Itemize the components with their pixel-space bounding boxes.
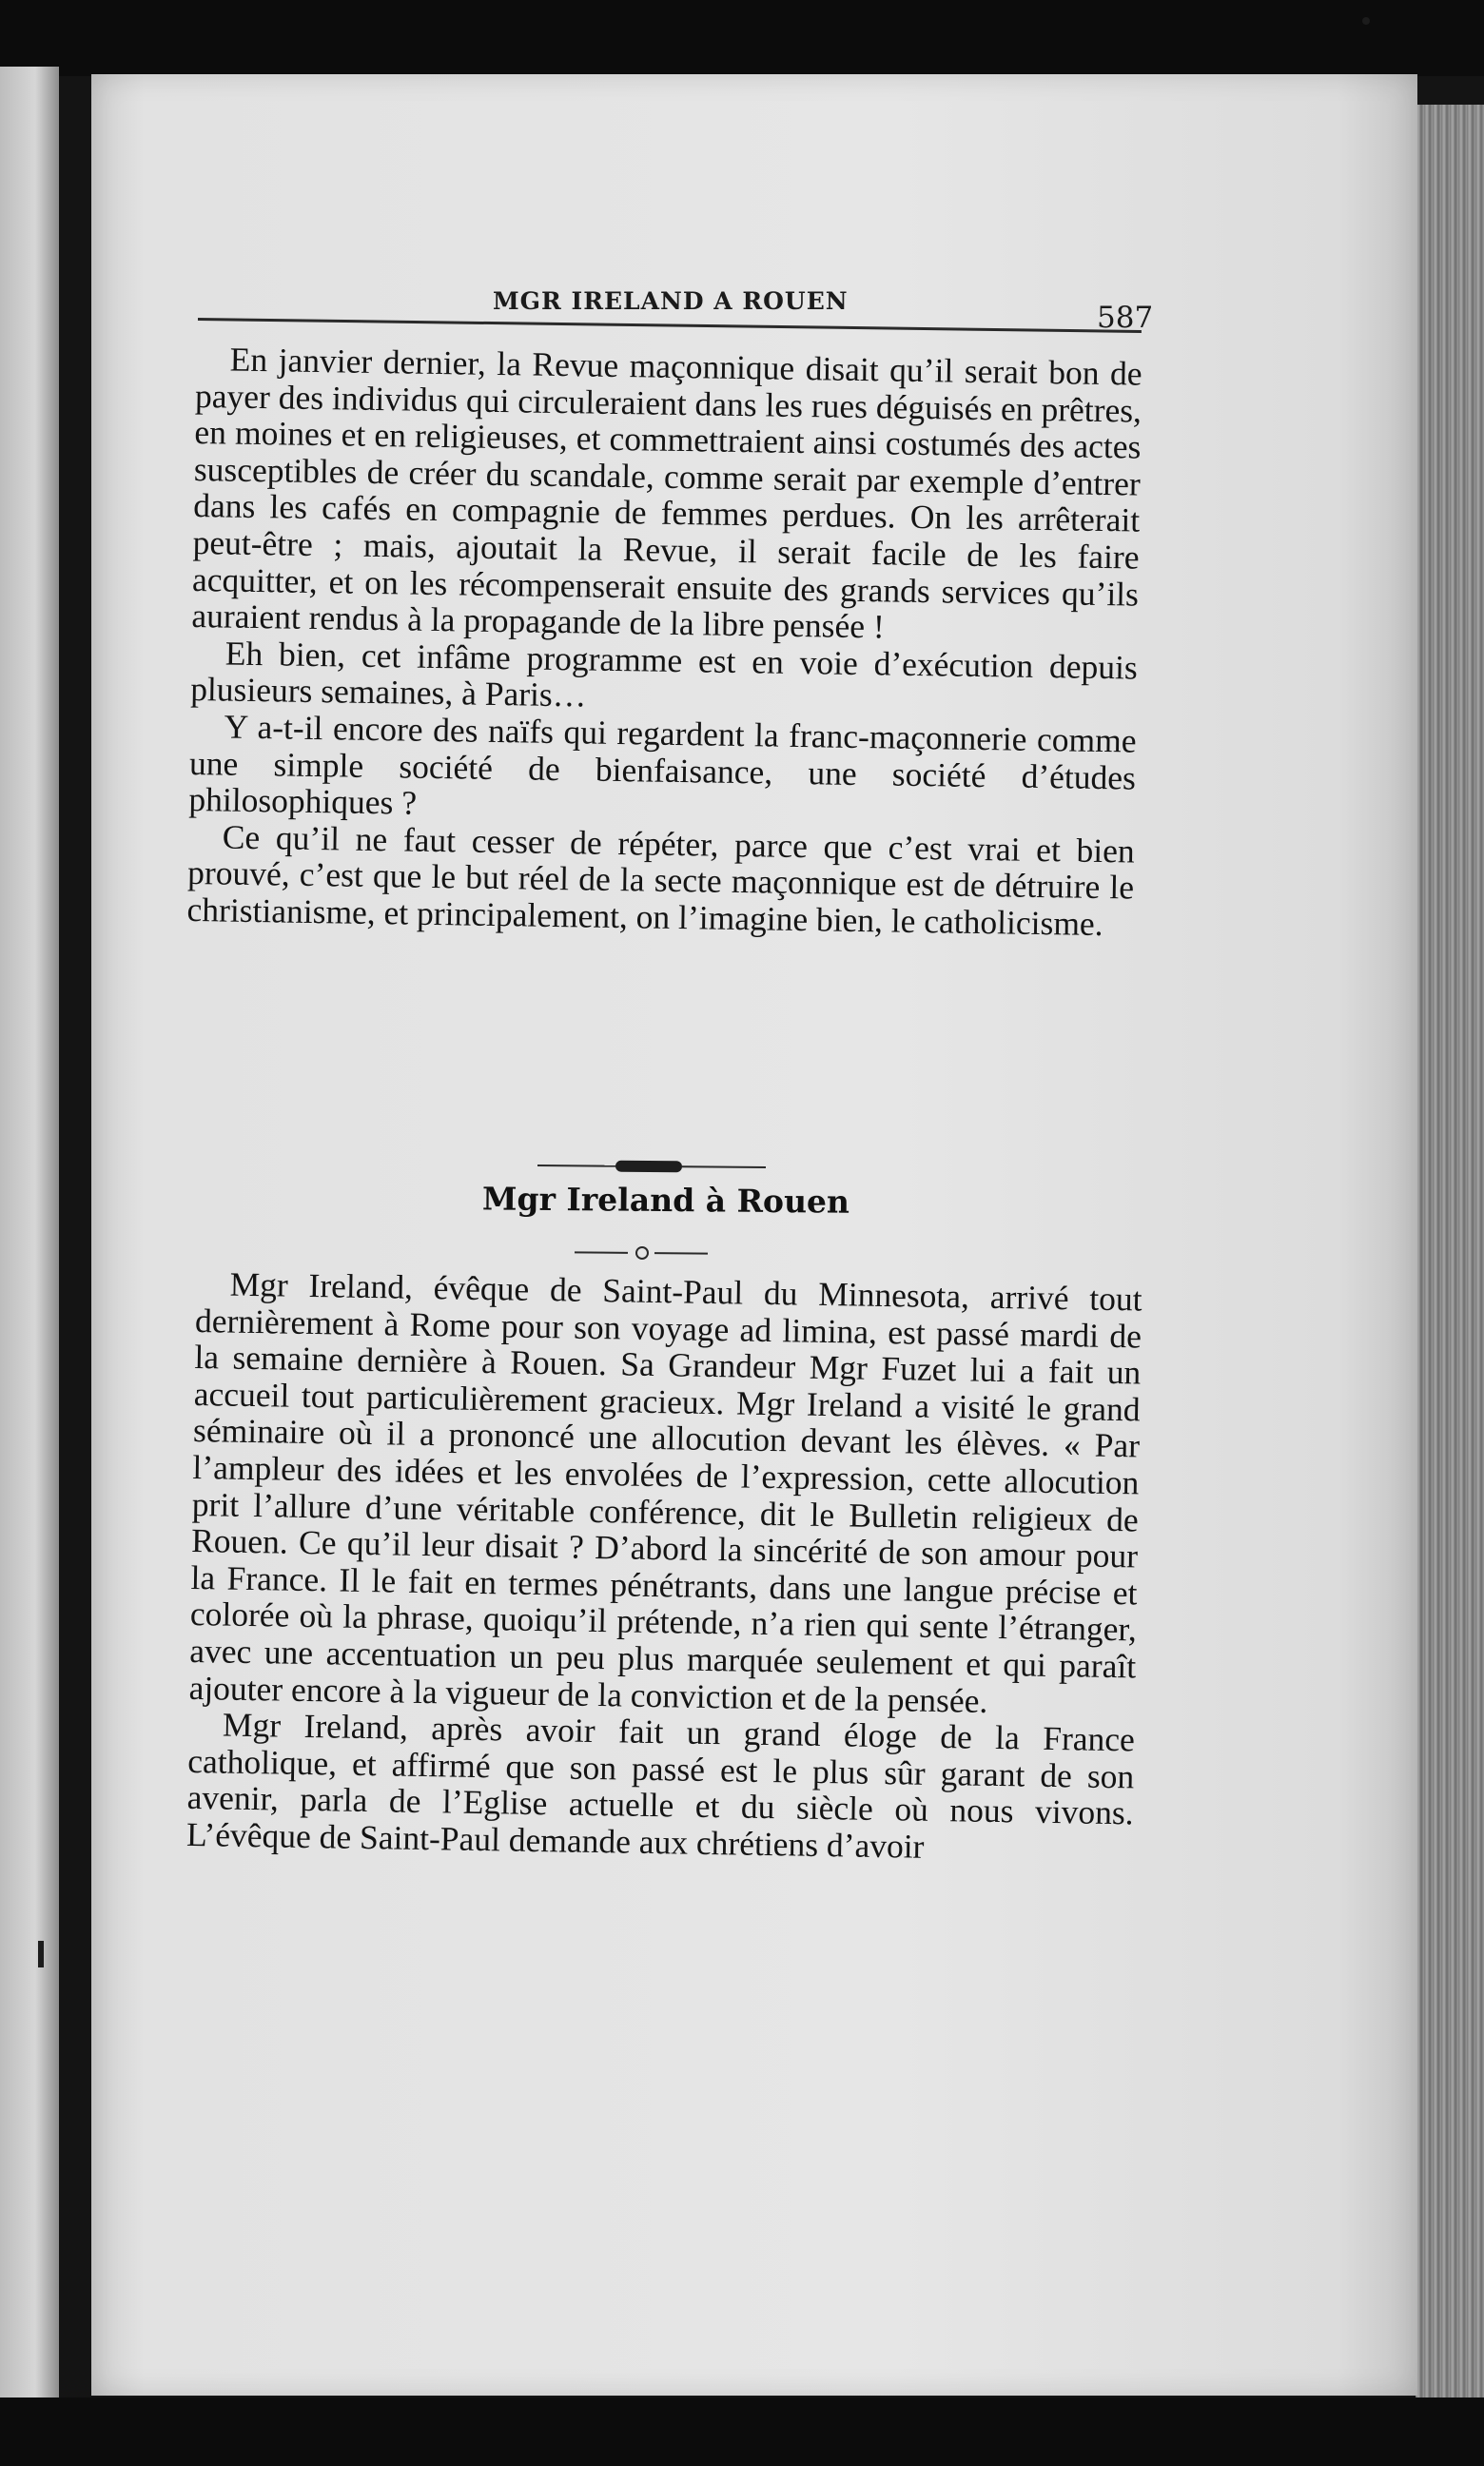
paragraph: Eh bien, cet infâme programme est en voie d’exécution depuis plusieurs semaines, à Paris…: [189, 634, 1139, 714]
article-body: [186, 1265, 1142, 1869]
separator-dash-left: [575, 1251, 628, 1253]
running-head: MGR IRELAND A ROUEN: [493, 287, 849, 315]
section-title: Mgr Ireland à Rouen: [481, 1180, 850, 1221]
paragraph: Mgr Ireland, évêque de Saint-Paul du Minnesota, arrivé tout dernièrement à Rome pour son voyage ad limina, est passé mardi de la semaine dernière à Rouen. Sa Grandeur Mgr Fuzet lui a fait un accueil tout particulièrement gracieux. Mgr Ireland a visité le grand séminaire où il a prononcé une allocution devant les élèves. « Par l’ampleur des idées et les envolées de l’expression, cette allocution prit l’allure d’une véritable conférence, dit le Bulletin religieux de Rouen. Ce qu’il leur disait ? D’abord la sincérité de son amour pour la France. Il le fait en termes pénétrants, dans une langue précise et colorée où la phrase, quoiqu’il prétende, n’a rien qui sente l’étranger, avec une accentuation un peu plus marquée seulement et qui paraît ajouter encore à la vigueur de la conviction et de la pensée.: [188, 1264, 1142, 1720]
article-continuation: [186, 341, 1142, 943]
ornament-center: [615, 1161, 682, 1173]
scan-speck: [1362, 17, 1370, 25]
page-number: 587: [1097, 301, 1154, 335]
scan-speck: [38, 1941, 44, 1967]
scan-top-border: [0, 0, 1484, 76]
page-stack-edge: [1416, 105, 1484, 2445]
paragraph: Y a-t-il encore des naïfs qui regardent la franc-maçonnerie comme une simple société de bienfaisance, une société d’études philosophiques ?: [188, 707, 1137, 822]
title-separator: [575, 1242, 717, 1262]
separator-circle: [635, 1246, 649, 1260]
left-page-edge: [0, 67, 59, 2398]
scan-bottom-border: [0, 2398, 1484, 2466]
paragraph: Ce qu’il ne faut cesser de répéter, parce que c’est vrai et bien prouvé, c’est que le but réel de la secte maçonnique est de détruire le christianisme, et principalement, on l’imagine bien, le catholicisme.: [186, 817, 1136, 943]
ornament-line-right: [682, 1165, 766, 1168]
ornament-line-left: [537, 1164, 615, 1167]
separator-dash-right: [654, 1252, 708, 1254]
paragraph: Mgr Ireland, après avoir fait un grand éloge de la France catholique, et affirmé que son passé est le plus sûr garant de son avenir, parla de l’Eglise actuelle et du siècle où nous vivons. L’évêque de Saint-Paul demande aux chrétiens d’avoir: [186, 1705, 1136, 1866]
section-ornament: [537, 1159, 766, 1174]
paragraph: En janvier dernier, la Revue maçonnique disait qu’il serait bon de payer des individus qui circuleraient dans les rues déguisés en prêtres, en moines et en religieuses, et commettraient ainsi costumés des actes susceptibles de créer du scandale, comme serait par exemple d’entrer dans les cafés en compagnie de femmes perdues. On les arrêterait peut-être ; mais, ajoutait la Revue, il serait facile de les faire acquitter, et on les récompenserait ensuite des grands services qu’ils auraient rendus à la propagande de la libre pensée !: [191, 340, 1142, 646]
